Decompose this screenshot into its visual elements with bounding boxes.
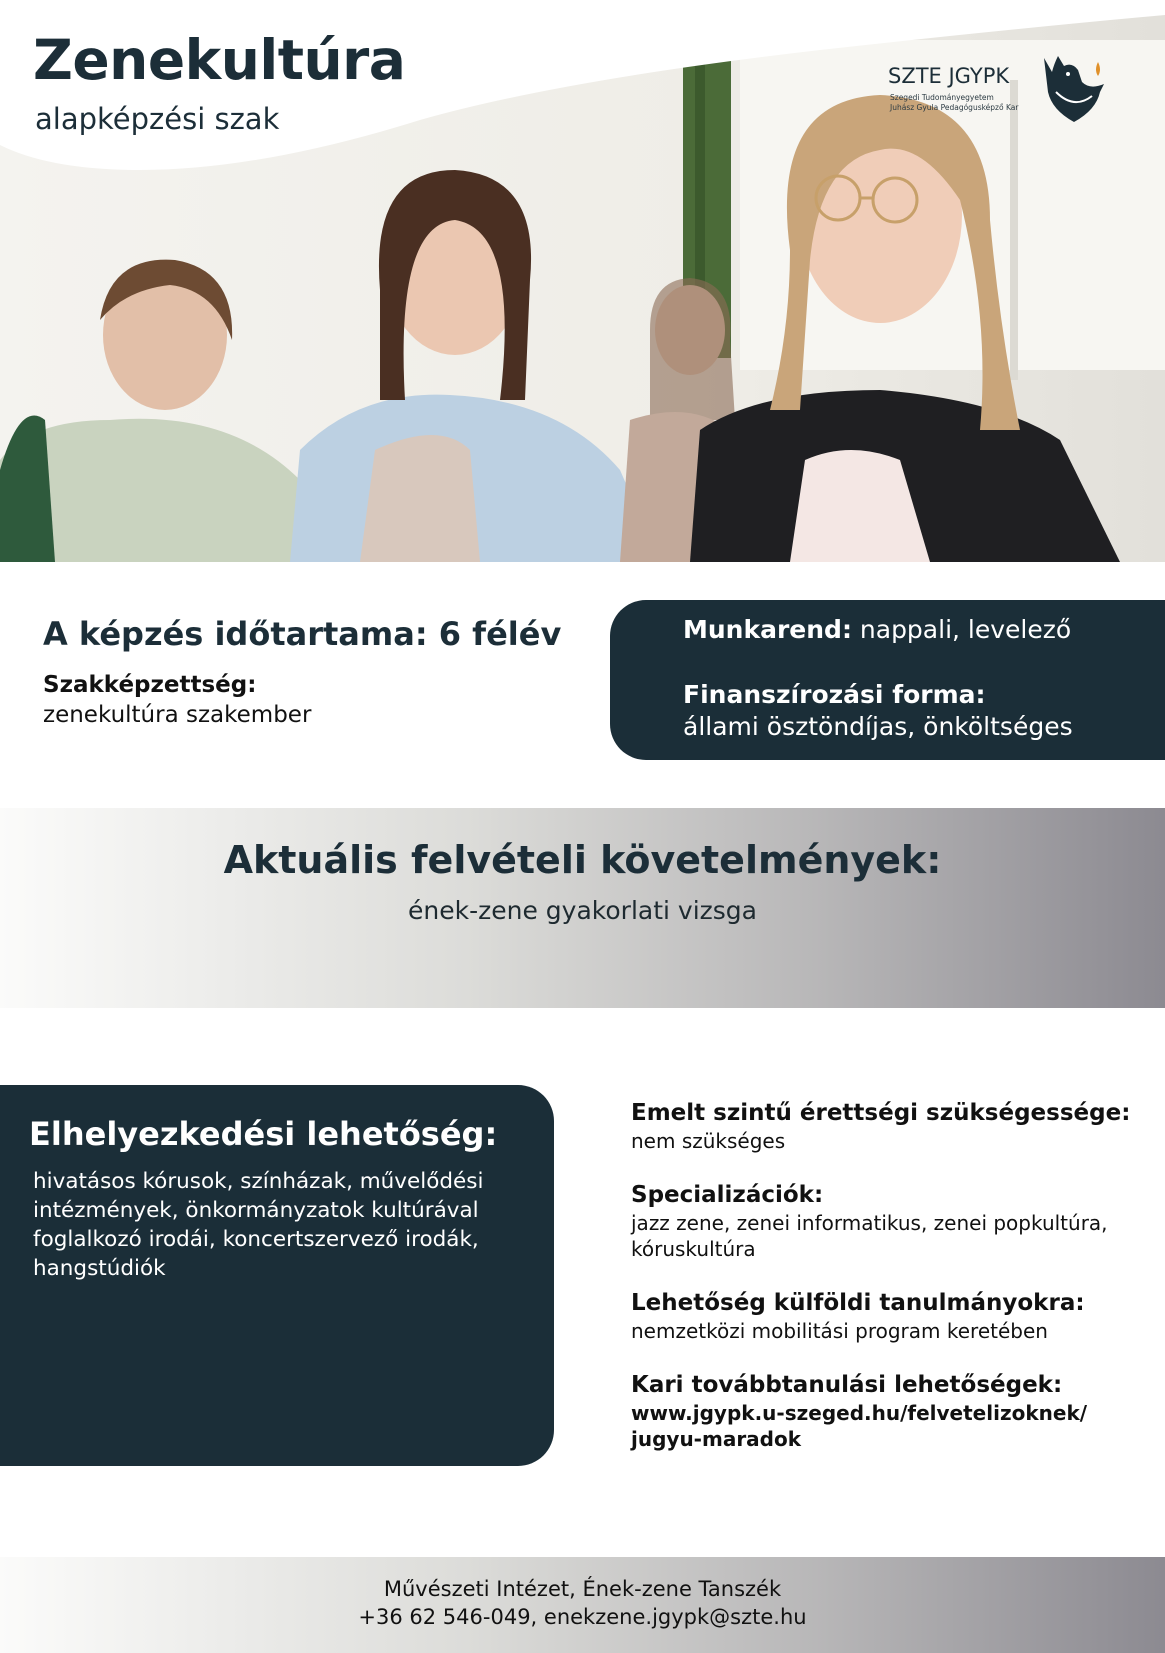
details-column <box>631 1098 1151 1478</box>
requirements-title: Aktuális felvételi követelmények: <box>223 838 942 882</box>
work-schedule <box>683 615 1071 644</box>
abroad-item <box>631 1288 1151 1344</box>
work-schedule-label: Munkarend: <box>683 615 852 644</box>
specializations-item <box>631 1180 1151 1262</box>
schedule-funding-box <box>610 600 1165 760</box>
szte-logo <box>888 52 1113 127</box>
specializations-label: Specializációk: <box>631 1182 824 1208</box>
employment-box <box>0 1085 554 1466</box>
funding-label: Finanszírozási forma: <box>683 680 986 709</box>
eagle-emblem-icon <box>1038 52 1113 127</box>
page-title: Zenekultúra <box>33 28 406 92</box>
further-study-link-line2[interactable]: jugyu-maradok <box>631 1427 802 1451</box>
employment-title: Elhelyezkedési lehetőség: <box>29 1115 498 1153</box>
specializations-value: jazz zene, zenei informatikus, zenei popkultúra, kóruskultúra <box>631 1211 1108 1261</box>
program-duration: A képzés időtartama: 6 félév <box>43 615 562 653</box>
further-study-link[interactable] <box>631 1400 1151 1452</box>
employment-text: hivatásos kórusok, színházak, művelődési intézmények, önkormányzatok kultúrával foglalkozó irodái, koncertszervező irodák, hangstúdiók <box>33 1169 484 1281</box>
abroad-label: Lehetőség külföldi tanulmányokra: <box>631 1290 1085 1316</box>
work-schedule-value: nappali, levelező <box>851 615 1072 644</box>
funding-value: állami ösztöndíjas, önköltséges <box>683 712 1073 741</box>
footer-band <box>0 1557 1165 1653</box>
logo-university: Szegedi Tudományegyetem <box>890 93 994 102</box>
footer-contact[interactable]: +36 62 546-049, enekzene.jgypk@szte.hu <box>358 1605 807 1629</box>
requirements-text: ének-zene gyakorlati vizsga <box>408 896 757 925</box>
abroad-value: nemzetközi mobilitási program keretében <box>631 1319 1048 1343</box>
footer-department: Művészeti Intézet, Ének-zene Tanszék <box>383 1577 782 1601</box>
qualification-label: Szakképzettség: <box>43 672 257 698</box>
logo-faculty: Juhász Gyula Pedagógusképző Kar <box>890 103 1019 112</box>
exam-label: Emelt szintű érettségi szükségessége: <box>631 1100 1131 1126</box>
exam-item <box>631 1098 1151 1154</box>
further-study-item <box>631 1370 1151 1452</box>
qualification-value: zenekultúra szakember <box>43 702 312 728</box>
further-study-link-line1[interactable]: www.jgypk.u-szeged.hu/felvetelizoknek/ <box>631 1401 1088 1425</box>
requirements-band <box>0 808 1165 1008</box>
further-study-label: Kari továbbtanulási lehetőségek: <box>631 1372 1063 1398</box>
exam-value: nem szükséges <box>631 1129 786 1153</box>
logo-name: SZTE JGYPK <box>888 64 1010 88</box>
page-subtitle: alapképzési szak <box>35 102 280 136</box>
